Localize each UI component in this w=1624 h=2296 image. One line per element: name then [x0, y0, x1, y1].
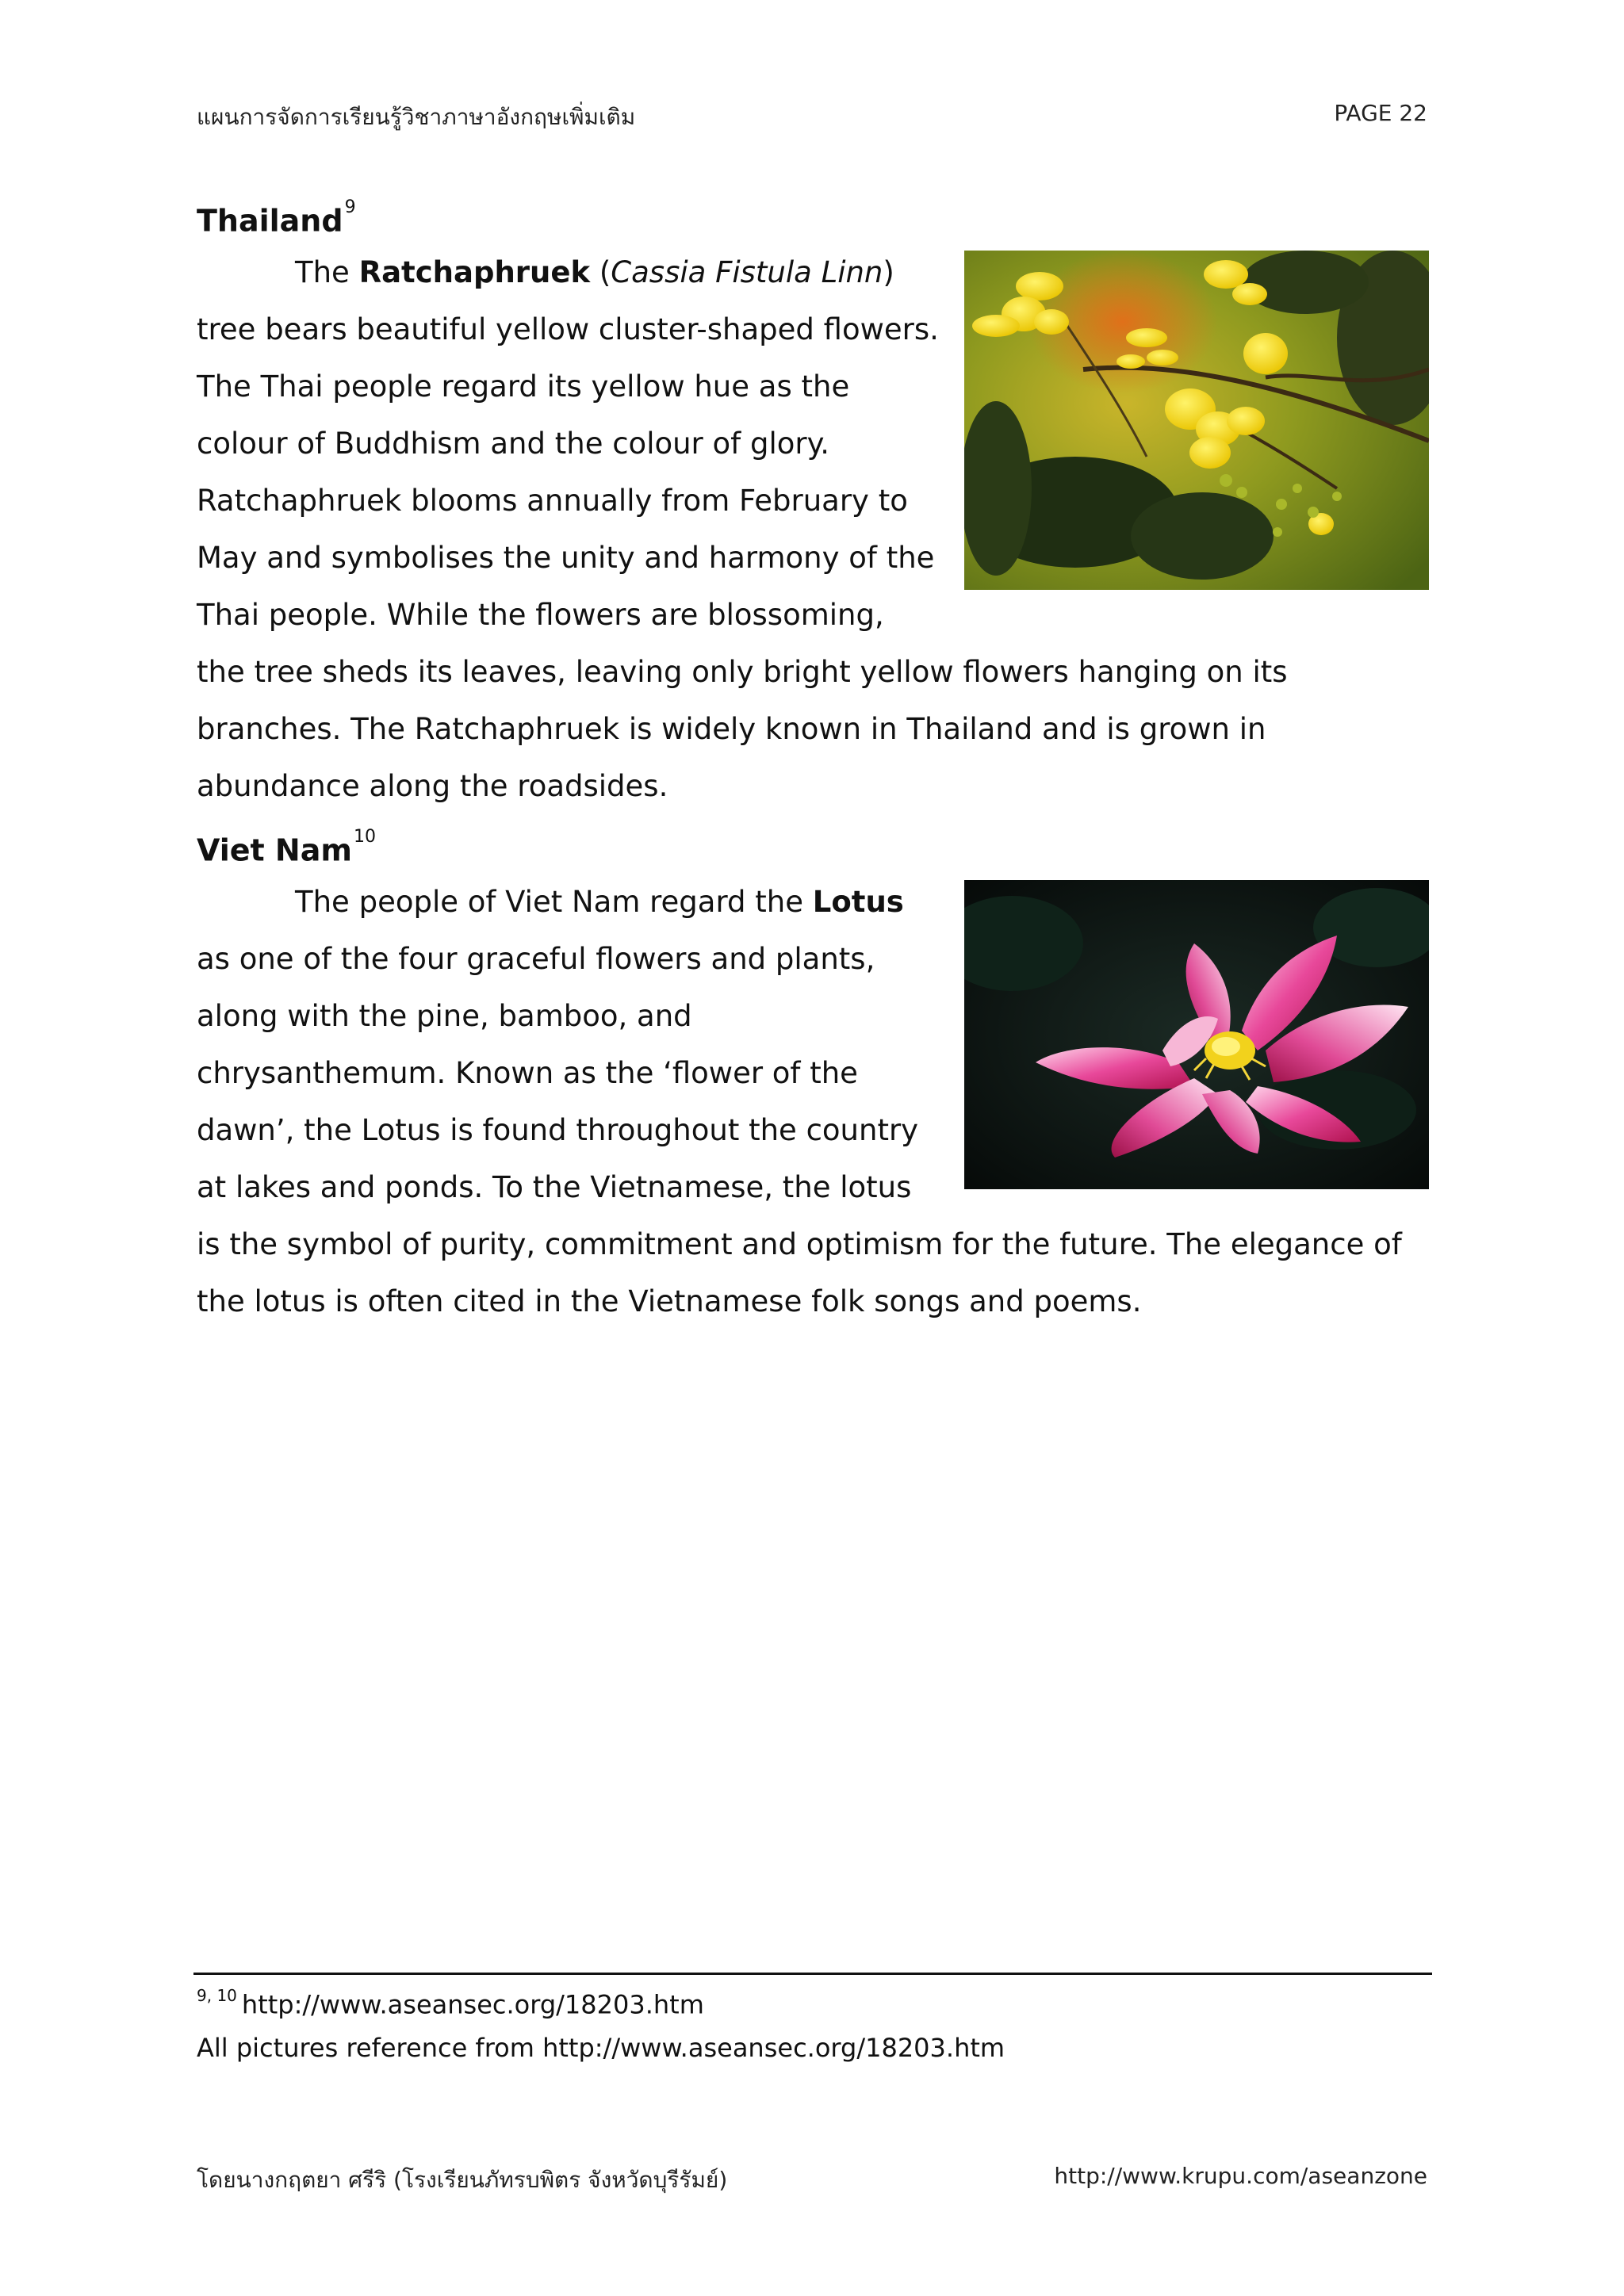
footnote-ref: 9 [344, 197, 356, 217]
section-thailand [197, 187, 1429, 815]
footnote-marks: 9, 10 [197, 1986, 237, 2005]
footer-author: โดยนางกฤตยา ศรีริ (โรงเรียนภัทรบพิตร จังหวัดบุรีรัมย์) [197, 2167, 728, 2193]
footnote-source [197, 1976, 1426, 2025]
paragraph-intro: The [295, 255, 359, 289]
flower-name: Ratchaphruek [358, 255, 591, 289]
scientific-name: Cassia Fistula Linn [611, 255, 883, 289]
flower-name: Lotus [812, 885, 904, 919]
paragraph-open-paren: ( [590, 255, 611, 289]
section-heading [197, 187, 1429, 244]
ratchaphruek-photo [964, 251, 1429, 590]
page-number: PAGE 22 [1334, 100, 1427, 126]
header-title: แผนการจัดการเรียนรู้วิชาภาษาอังกฤษเพิ่มเติม [197, 104, 636, 130]
paragraph-intro: The people of Viet Nam regard the [295, 885, 813, 919]
country-name: Viet Nam [197, 832, 352, 868]
country-name: Thailand [197, 203, 343, 239]
section-viet-nam [197, 817, 1429, 1330]
pictures-reference-note: All pictures reference from http://www.aseansec.org/18203.htm [197, 2033, 1005, 2063]
footnote-ref: 10 [353, 827, 376, 847]
footnote-divider [193, 1973, 1432, 1975]
footnote-url: http://www.aseansec.org/18203.htm [241, 1989, 704, 2020]
paragraph-text: as one of the four graceful flowers and plants, along with the pine, bamboo, and chrysanthemum. Known as the ‘flower of the dawn’, the Lotus is found throughout the country at lakes and ponds. To the Vietnamese, the lotus is the symbol of purity, commitment and optimism for the future. The elegance of the lotus is often cited in the Vietnamese folk songs and poems. [197, 942, 1402, 1318]
footnotes [197, 1976, 1426, 2074]
lotus-photo [964, 880, 1429, 1189]
footer-url: http://www.krupu.com/aseanzone [1054, 2163, 1427, 2189]
paragraph-text: ) tree bears beautiful yellow cluster-shaped flowers. The Thai people regard its yellow hue as the colour of Buddhism and the colour of glory. Ratchaphruek blooms annually from February to May and symbolises the unity and harmony of the Thai people. While the flowers are blossoming, the tree sheds its leaves, leaving only bright yellow flowers hanging on its branches. The Ratchaphruek is widely known in Thailand and is grown in abundance along the roadsides. [197, 255, 1288, 803]
section-heading [197, 817, 1429, 874]
